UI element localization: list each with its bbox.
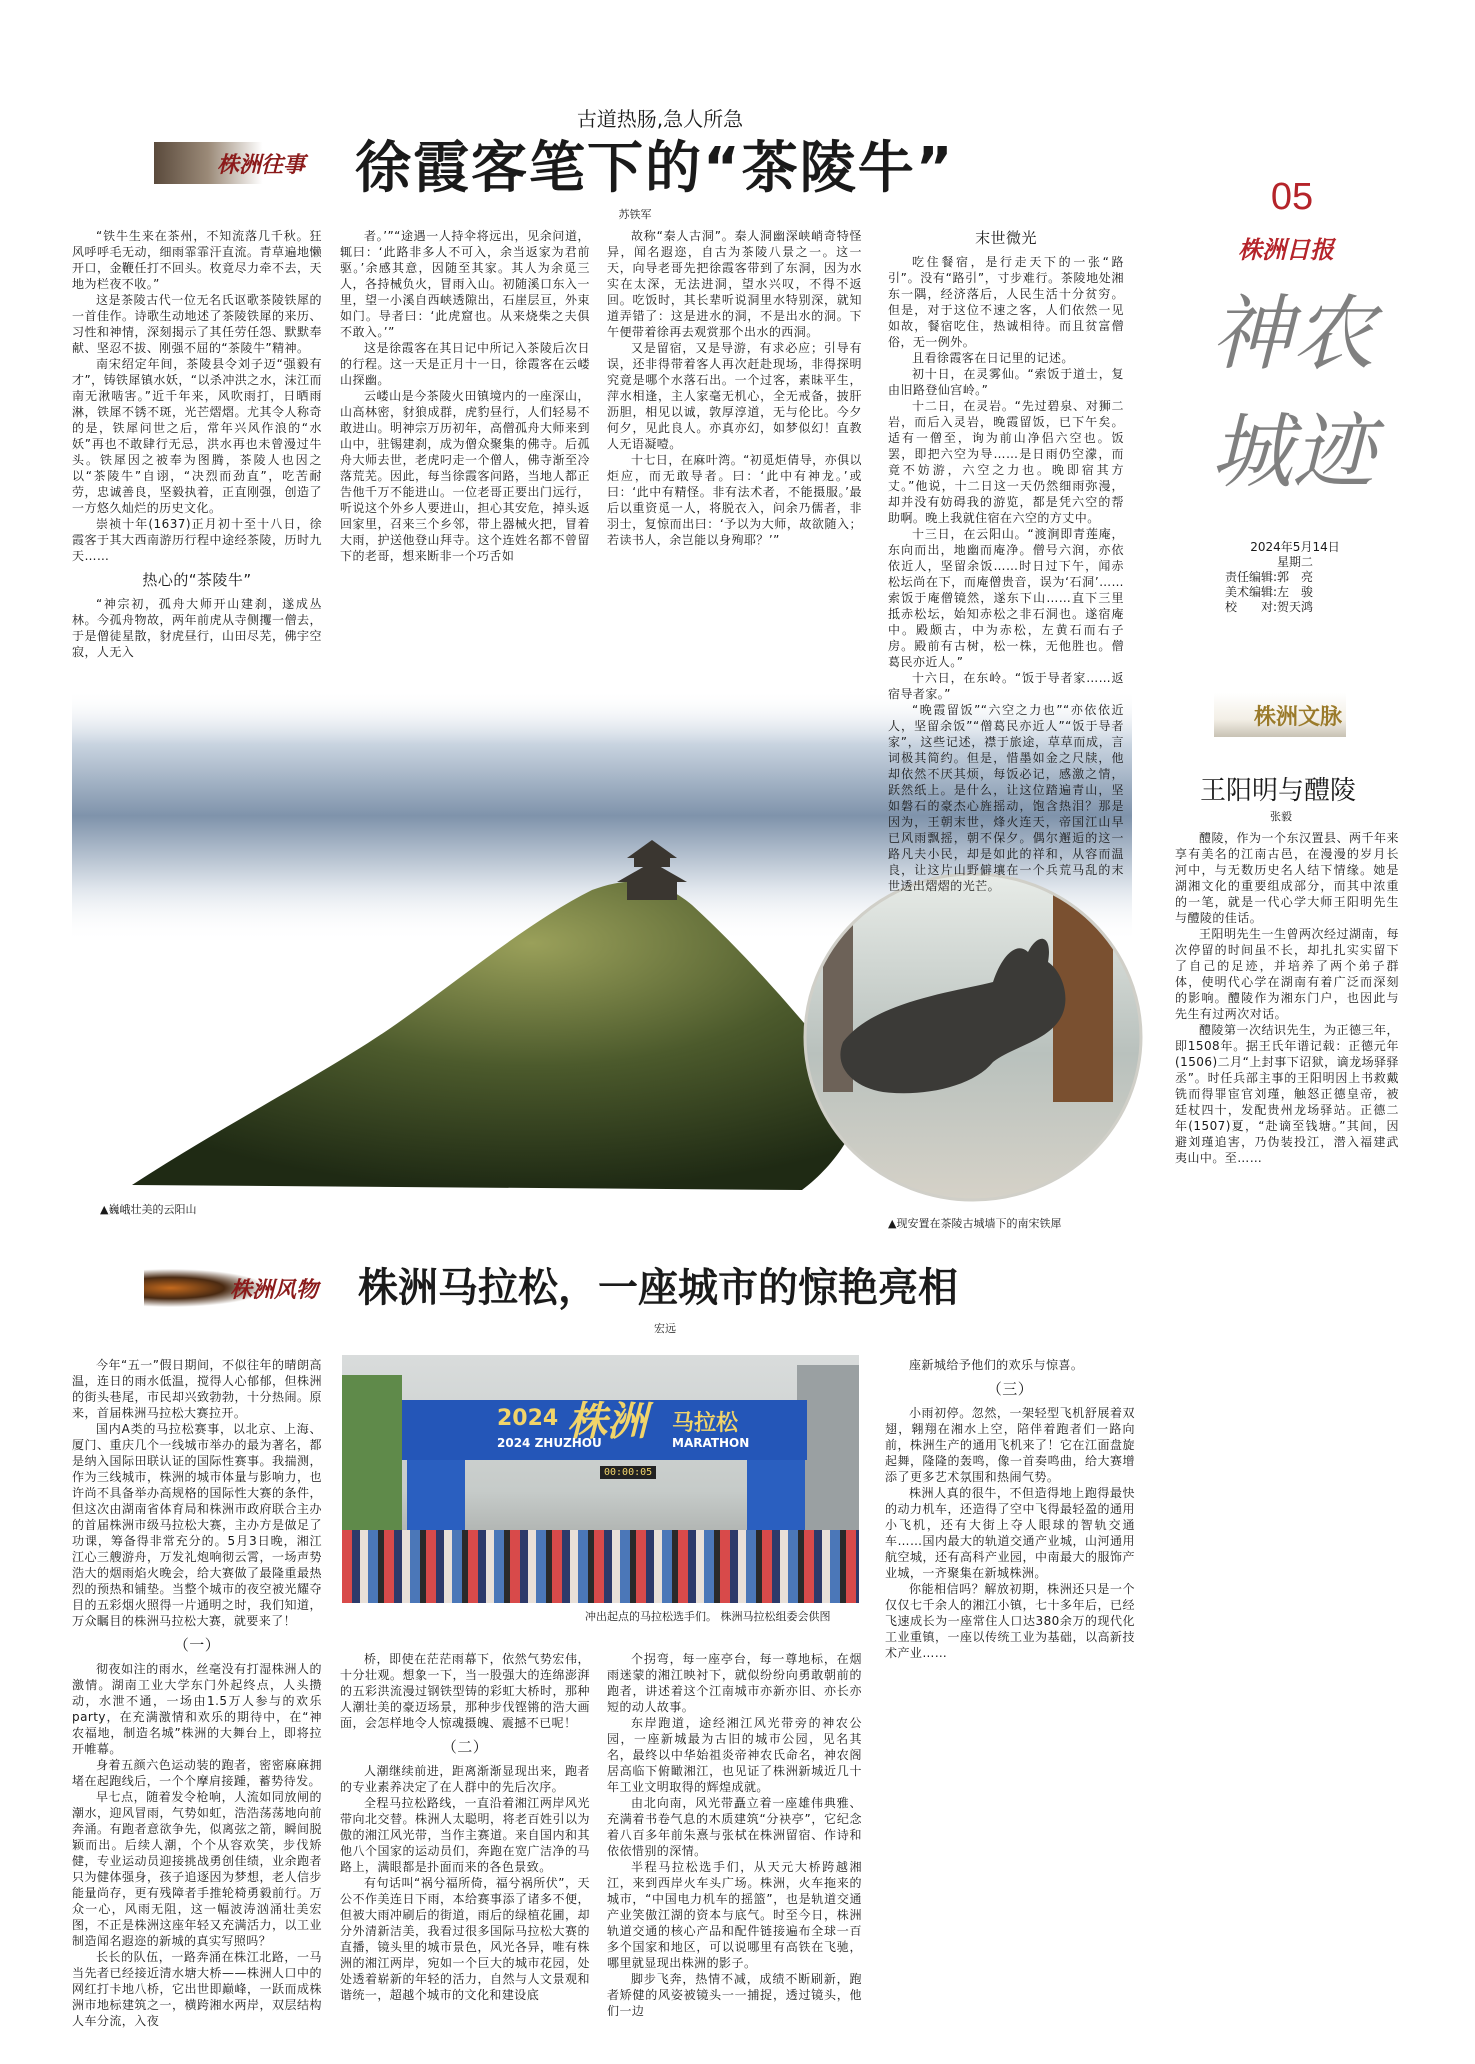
runners [342, 1530, 859, 1603]
race-timer: 00:00:05 [600, 1466, 656, 1479]
body-paragraph: 小雨初停。忽然，一架轻型飞机舒展着双翅，翱翔在湘水上空，陪伴着跑者们一路向前，株洲生产的通用飞机来了！它在江面盘旋起舞，隆隆的轰鸣，像一首奏鸣曲，给大赛增添了更多艺术氛围和热闹气势。 [885, 1406, 1135, 1484]
section-subheading: 末世微光 [975, 229, 1037, 247]
body-paragraph: 半程马拉松选手们，从天元大桥跨越湘江，来到西岸火车头广场。株洲，火车拖来的城市，“中国电力机车的摇篮”，也是轨道交通产业笑傲江湖的资本与底气。时至今日，株洲轨道交通的核心产品和配件链接遍布全球一百多个国家和地区，可以说哪里有高铁在飞驰，哪里就显现出株洲的影子。 [607, 1860, 862, 1970]
article1-column-3 [607, 228, 862, 766]
column-logo-zhuzhou-wenmai [1214, 693, 1346, 737]
body-paragraph: 十七日，在麻叶湾。“初觅炬倩导，亦俱以炬应，而无敢导者。曰：‘此中有神龙。’或曰：‘此中有精怪。非有法术者，不能摄服。’最后以重资觅一人，将脱衣入，问余乃儒者，非羽士，复惊而出曰：‘予以为大师，故欲随入；若读书人，余岂能以身殉耶？’” [607, 453, 862, 547]
body-paragraph: 你能相信吗？解放初期，株洲还只是一个仅仅七千余人的湘江小镇，七十多年后，已经飞速成长为一座常住人口达380余万的现代化工业重镇，一座以传统工业为基础，以高新技术产业…… [885, 1582, 1135, 1660]
body-paragraph: 彻夜如注的雨水，丝毫没有打湿株洲人的激情。湖南工业大学东门外起终点，人头攒动，水泄不通，一场由1.5万人参与的欢乐party，在充满激情和欢乐的期待中，在“神农福地，制造名城”株洲的大舞台上，即将拉开帷幕。 [72, 1662, 322, 1756]
editor-line: 美术编辑:左 骏 [1225, 585, 1314, 599]
body-paragraph: 今年“五一”假日期间，不似往年的晴朗高温，连日的雨水低温，搅得人心郁郁，但株洲的街头巷尾，市民却兴致勃勃，十分热闹。原来，首届株洲马拉松大赛拉开。 [72, 1358, 322, 1420]
body-paragraph: 长长的队伍，一路奔涌在株江北路，一马当先者已经接近清水塘大桥——株洲人口中的网红打卡地八桥，它出世即巅峰，一跃而成株洲市地标建筑之一，横跨湘水两岸，双层结构人车分流，入夜 [72, 1950, 322, 2028]
editor-line: 校 对:贺天鸿 [1225, 600, 1314, 614]
body-paragraph: 人潮继续前进，距离渐渐显现出来，跑者的专业素养决定了在人群中的先后次序。 [340, 1764, 590, 1794]
body-paragraph: 又是留宿，又是导游，有求必应；引导有误，还非得带着客人再次赶赴现场，非得探明究竟是哪个水落石出。一个过客，素昧平生，萍水相逢，主人家毫无机心，全无戒备，披肝沥胆，相见以诚，敦厚淳道，无与伦比。今夕何夕，见此良人。亦真亦幻，如梦似幻！直教人无语凝噎。 [607, 341, 862, 451]
arch-event: 马拉松 [672, 1411, 739, 1436]
caption-iron-ox: ▲现安置在茶陵古城墙下的南宋铁犀 [888, 1217, 1062, 1230]
paper-name: 株洲日报 [1238, 235, 1334, 264]
body-paragraph: 云嵝山是今茶陵火田镇境内的一座深山，山高林密，豺狼成群，虎豹昼行，人们轻易不敢进山。明神宗万历初年，高僧孤舟大师来到山中，驻锡建刹，成为僧众聚集的佛寺。后孤舟大师去世，老虎叼走一个僧人，佛寺渐至冷落荒芜。因此，每当徐霞客问路，当地人都正告他千万不能进山。一位老哥正要出门远行，听说这个外乡人要进山，担心其安危，掉头返回家里，召来三个乡邻，带上器械火把，冒着大雨，护送他登山拜寺。这个连姓名都不曾留下的老哥，想来断非一个巧舌如 [340, 389, 590, 563]
article3-column-3 [607, 1651, 862, 2018]
issue-date: 2024年5月14日 [1250, 540, 1340, 554]
editor-line: 责任编辑:郭 亮 [1225, 570, 1314, 584]
byline: 宏远 [654, 1322, 676, 1335]
body-paragraph: 南宋绍定年间，茶陵县令刘子迈“强毅有才”，铸铁犀镇水妖，“以杀冲洪之水，沫江而南无湫啮害。”近千年来，风吹雨打，日晒雨淋，铁犀不锈不斑，光芒熠熠。尤其令人称奇的是，铁犀问世之后，常年兴风作浪的“水妖”再也不敢肆行无忌，洪水再也未曾漫过牛头。铁犀因之被奉为图腾，茶陵人也因之以“茶陵牛”自诩，“决烈而劲直”，吃苦耐劳，忠诚善良，坚毅执着，正直刚强，创造了一方悠久灿烂的历史文化。 [72, 357, 322, 515]
headline: 株洲马拉松，一座城市的惊艳亮相 [358, 1264, 958, 1311]
logo-text: 株洲往事 [216, 152, 305, 178]
section-title: 神农城迹 [1210, 287, 1375, 500]
body-paragraph: 初十日，在灵雾仙。“索饭于道士，复由旧路登仙宫岭。” [888, 367, 1124, 397]
body-paragraph: “铁牛生来在茶州，不知流落几千秋。狂风呼呼毛无动，细雨霏霏汗直流。青草遍地懒开口，金鞭任打不回头。枚竟尽力牵不去，天地为栏夜不收。” [72, 229, 322, 291]
arch-english: 2024 ZHUZHOU [497, 1436, 602, 1450]
body-paragraph: 座新城给予他们的欢乐与惊喜。 [909, 1358, 1084, 1372]
article1-column-4 [888, 222, 1124, 893]
body-paragraph: 这是茶陵古代一位无名氏讴歌茶陵铁犀的一首佳作。诗歌生动地述了茶陵铁犀的来历、习性和神情，深刻揭示了其任劳任怨、默默奉献、坚忍不拔、刚强不屈的“茶陵牛”精神。 [72, 293, 322, 355]
body-paragraph: 早七点，随着发令枪响，人流如同放闸的潮水，迎风冒雨，气势如虹，浩浩荡荡地向前奔涌。有跑者意欲争先，似离弦之箭，瞬间脱颖而出。后续人潮，个个从容欢笑，步伐矫健，专业运动员迎接挑战勇创佳绩，业余跑者只为健体强身，孩子追逐因为梦想，老人信步能量尚存，更有残障者手推轮椅勇毅前行。万众一心，风雨无阻，这一幅波涛汹涌壮美宏图，不正是株洲这座年轻又充满活力，以工业制造闻名遐迩的新城的真实写照吗？ [72, 1790, 322, 1948]
body-paragraph: 全程马拉松路线，一直沿着湘江两岸风光带向北交替。株洲人太聪明，将老百姓引以为傲的湘江风光带，当作主赛道。来自国内和其他八个国家的运动员们，奔跑在宽广洁净的马路上，满眼都是扑面而来的各色景致。 [340, 1796, 590, 1874]
body-paragraph: 醴陵，作为一个东汉置县、两千年来享有美名的江南古邑，在漫漫的岁月长河中，与无数历史名人结下情缘。她是湖湘文化的重要组成部分，而其中浓重的一笔，就是一代心学大师王阳明先生与醴陵的佳话。 [1175, 831, 1399, 925]
body-paragraph: 身着五颜六色运动装的跑者，密密麻麻拥堵在起跑线后，一个个摩肩接踵，蓄势待发。 [72, 1758, 322, 1788]
body-paragraph: 者。’”“途遇一人持伞将远出，见余问道，辄曰：‘此路非多人不可入，余当返家为君前驱。’余感其意，因随至其家。其人为余觅三人，各持械负火，冒雨入山。初随溪口东入一里，望一小溪自西峡透隙出，石崖层亘，外束如门。导者曰：‘此虎窟也。从来烧柴之夫俱不敢入。’” [340, 229, 590, 339]
column-logo-zhuzhou-wangshi [154, 142, 309, 184]
body-paragraph: 这是徐霞客在其日记中所记入茶陵后次日的行程。这一天是正月十一日，徐霞客在云嵝山探幽。 [340, 341, 590, 387]
body-paragraph: 东岸跑道，途经湘江风光带旁的神农公园，一座新城最为古旧的城市公园，见名其名，最终以中华始祖炎帝神农氏命名，神农阁居高临下俯瞰湘江，也见证了株洲新城近几十年工业文明取得的辉煌成就。 [607, 1716, 862, 1794]
body-paragraph: 故称“秦人古洞”。秦人洞幽深峡峭奇特怪异，闻名遐迩，自古为茶陵八景之一。这一天，向导老哥先把徐霞客带到了东洞，因为水实在太深，无法进洞，望水兴叹，不得不返回。吃饭时，其长辈听说洞里水特别深，就知道弄错了：这是进水的洞，不是出水的洞。下午便带着徐再去观赏那个出水的西洞。 [607, 229, 862, 339]
body-paragraph: 株洲人真的很牛，不但造得地上跑得最快的动力机车，还造得了空中飞得最轻盈的通用小飞机，还有大街上夺人眼球的智轨交通车……国内最大的轨道交通产业城，山河通用航空城，还有高科产业园，中南最大的服饰产业城，一齐聚集在新城株洲。 [885, 1486, 1135, 1580]
body-paragraph: 十三日，在云阳山。“渡涧即青莲庵，东向而出，地幽而庵净。僧号六润，亦依依近人，坚留余饭……时日过下午，闻赤松坛尚在下，而庵僧贵音，误为‘石洞’……索饭于庵僧镜然，遂东下山……直下三里抵赤松坛，始知赤松之非石洞也。遂宿庵中。殿颇古，中为赤松，左黄石而右子房。殿前有古树，松一株，无他胜也。僧葛民亦近人。” [888, 527, 1124, 669]
arch-city: 株洲 [567, 1398, 647, 1445]
photo-caption: 冲出起点的马拉松选手们。 株洲马拉松组委会供图 [585, 1610, 831, 1623]
body-paragraph: 吃住餐宿，是行走天下的一张“路引”。没有“路引”，寸步难行。茶陵地处湘东一隅，经济落后，人民生活十分贫穷。但是，对于这位不速之客，人们依然一见如故，餐宿吃住，热诚相待。而且贫富僧俗，无一例外。 [888, 255, 1124, 349]
iron-ox-photo [803, 872, 1143, 1202]
article3-column-4 [885, 1357, 1135, 1979]
section-subheading: （三） [986, 1380, 1034, 1398]
body-paragraph: 醴陵第一次结识先生，为正德三年，即1508年。据王氏年谱记载：正德元年(1506)二月“上封事下诏狱，谪龙场驿驿丞”。时任兵部主事的王阳明因上书救戴铣而得罪宦官刘瑾，触怒正德皇帝，被廷杖四十，发配贵州龙场驿站。正德二年(1507)夏，“赴谪至钱塘。”其间，因避刘瑾追害，乃伪装投江，潜入福建武夷山中。至…… [1175, 1023, 1399, 1165]
body-paragraph: 十二日，在灵岩。“先过碧泉、对狮二岩，而后入灵岩，晚霞留饭，已下午矣。适有一僧至，询为前山净侣六空也。饭罢，即把六空为导……是日雨仍空濛，而竟不妨游，六空之力也。晚即宿其方丈。”他说，十二日这一天仍然细雨弥漫，却并没有妨碍我的游览，都是凭六空的帮助啊。晚上我就住宿在六空的方丈中。 [888, 399, 1124, 525]
byline: 苏铁军 [618, 208, 652, 221]
body-paragraph: 十六日，在东岭。“饭于导者家……返宿导者家。” [888, 671, 1124, 701]
kicker: 古道热肠,急人所急 [576, 107, 744, 131]
body-paragraph: 个拐弯，每一座亭台，每一尊地标，在烟雨迷蒙的湘江映衬下，就似纷纷向勇敢朝前的跑者，讲述着这个江南城市亦新亦旧、亦长亦短的动人故事。 [607, 1652, 862, 1714]
body-paragraph: 崇祯十年(1637)正月初十至十八日，徐霞客于其大西南游历行程中途经茶陵，历时九天…… [72, 517, 322, 563]
issue-weekday: 星期二 [1276, 555, 1313, 569]
issue-info [1215, 540, 1375, 615]
page-number: 05 [1270, 176, 1314, 218]
section-subheading: 热心的“茶陵牛” [142, 571, 252, 589]
section-subheading: （二） [441, 1738, 489, 1756]
body-paragraph: 由北向南，风光带矗立着一座雄伟典雅、充满着书卷气息的木质建筑“分袂亭”，它纪念着八百多年前朱熹与张栻在株洲留宿、作诗和依依惜别的深情。 [607, 1796, 862, 1858]
body-paragraph: “晚霞留饭”“六空之力也”“亦依依近人，坚留余饭”“僧葛民亦近人”“饭于导者家”，这些记述，襟于旅途，草草而成，言词极其简约。但是，惜墨如金之尺牍，他却依然不厌其烦，每饭必记，感激之情，跃然纸上。是什么，让这位踏遍青山，坚如磐石的豪杰心旌摇动，饱含热泪？那是因为，王朝末世，烽火连天，帝国江山早已风雨飘摇，朝不保夕。偶尔邂逅的这一路凡夫小民，却是如此的祥和，从容而温良，让这片山野僻壤在一个兵荒马乱的末世透出熠熠的光芒。 [888, 703, 1124, 893]
article3-column-1 [72, 1357, 322, 2028]
body-paragraph: 王阳明先生一生曾两次经过湖南，每次停留的时间虽不长，却扎扎实实留下了自己的足迹，并培养了两个弟子群体，使明代心学在湖南有着广泛而深刻的影响。醴陵作为湘东门户，也因此与先生有过两次对话。 [1175, 927, 1399, 1021]
byline: 张毅 [1270, 810, 1292, 823]
body-paragraph: “神宗初，孤舟大师开山建刹，遂成丛林。今孤舟物故，两年前虎从寺侧攫一僧去，于是僧徒星散，豺虎昼行，山田尽芜，佛宇空寂，人无入 [72, 597, 322, 659]
arch-year: 2024 [497, 1406, 559, 1431]
start-arch [402, 1400, 807, 1460]
article1-column-2 [340, 228, 590, 726]
section-subheading: （一） [173, 1636, 221, 1654]
marathon-photo [342, 1355, 859, 1603]
arch-english-2: MARATHON [672, 1436, 750, 1450]
body-paragraph: 桥，即使在茫茫雨幕下，依然气势宏伟，十分壮观。想象一下，当一股强大的连绵澎湃的五彩洪流漫过钢铁型铸的彩虹大桥时，那种人潮壮美的豪迈场景，那种步伐铿锵的浩大画面，会怎样地令人惊魂摄魄、震撼不已呢！ [340, 1652, 590, 1730]
body-paragraph: 国内A类的马拉松赛事，以北京、上海、厦门、重庆几个一线城市举办的最为著名，都是纳入国际田联认证的国际性赛事。我揣测，作为三线城市，株洲的城市体量与影响力，也许尚不具备举办高规格的国际性大赛的条件，但这次由湖南省体育局和株洲市政府联合主办的首届株洲市级马拉松大赛，主办方是做足了功课，筹备得非常充分的。5月3日晚，湘江江心三艘游舟，万发礼炮响彻云霄，一场声势浩大的烟雨焰火晚会，给大赛做了最隆重最热烈的预热和铺垫。当整个城市的夜空被光耀夺目的五彩烟火照得一片通明之时，我们知道，万众瞩目的株洲马拉松大赛，就要来了！ [72, 1422, 322, 1628]
caption-mountain: ▲巍峨壮美的云阳山 [100, 1203, 197, 1216]
article1-column-1 [72, 228, 322, 728]
headline: 王阳明与醴陵 [1200, 776, 1357, 806]
article2-column-1 [1175, 830, 1399, 1985]
body-paragraph: 有句话叫“祸兮福所倚，福兮祸所伏”，天公不作美连日下雨，本给赛事添了诸多不便，但被大雨冲刷后的街道，雨后的绿植花圃，却分外清新洁美，我看过很多国际马拉松大赛的直播，镜头里的城市景色，风光各异，唯有株洲的湘江两岸，宛如一个巨大的城市花园，处处透着崭新的年轻的活力，自然与人文景观和谐统一，超越个城市的文化和建设底 [340, 1876, 590, 2002]
headline: 徐霞客笔下的“茶陵牛” [355, 136, 955, 201]
logo-text: 株洲风物 [229, 1277, 318, 1303]
article3-column-2 [340, 1651, 590, 2002]
body-paragraph: 且看徐霞客在日记里的记述。 [912, 351, 1074, 365]
body-paragraph: 脚步飞奔，热情不减，成绩不断刷新，跑者矫健的风姿被镜头一一捕捉，透过镜头，他们一边 [607, 1972, 862, 2018]
column-logo-zhuzhou-fengwu [144, 1258, 322, 1318]
logo-text: 株洲文脉 [1253, 704, 1342, 730]
